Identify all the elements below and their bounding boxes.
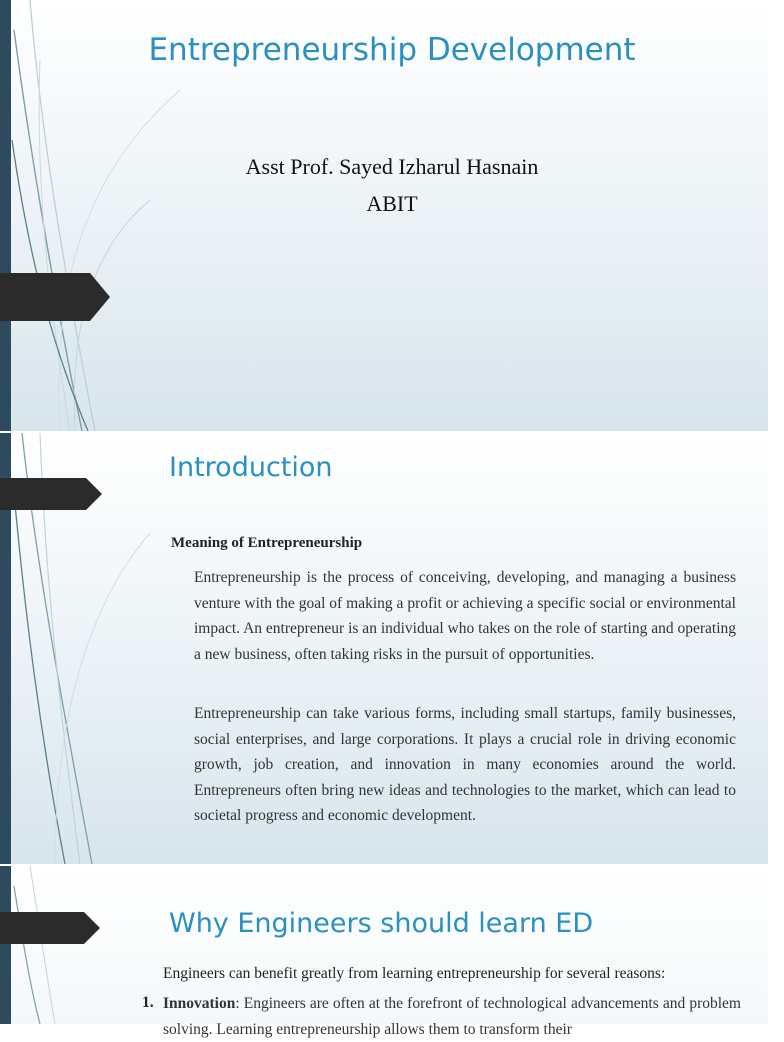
numbered-item: Innovation: Engineers are often at the forefront of technological advancements and problem solving. Learning entrepreneurship allows them to transform their (163, 995, 741, 1038)
arrow-tab-icon (0, 912, 104, 944)
title-slide (0, 0, 768, 431)
slide-title: Introduction (169, 452, 333, 483)
arrow-tab-icon (0, 273, 112, 321)
why-engineers-slide (0, 866, 768, 1038)
intro-text: Engineers can benefit greatly from learning entrepreneurship for several reasons: (163, 965, 666, 982)
slide-title: Why Engineers should learn ED (169, 908, 594, 939)
decorative-swirl (0, 866, 120, 1024)
slide-title: Entrepreneurship Development (148, 32, 636, 68)
organization-name: ABIT (366, 191, 418, 216)
list-number: 1. (142, 994, 154, 1011)
introduction-slide (0, 433, 768, 864)
author-name: Asst Prof. Sayed Izharul Hasnain (245, 154, 539, 179)
paragraph: Entrepreneurship can take various forms, including small startups, family businesses, social enterprises, and large corporations. It plays a crucial role in driving economic growth, job creation, and innovation in many economies around the world. Entrepreneurs often bring new ideas and technologies to the market, which can lead to societal progress and economic development. (194, 705, 736, 825)
paragraph: Entrepreneurship is the process of conceiving, developing, and managing a business venture with the goal of making a profit or achieving a specific social or environmental impact. An entrepreneur is an individual who takes on the role of starting and operating a new business, often taking risks in the pursuit of opportunities. (194, 569, 736, 663)
arrow-tab-icon (0, 478, 104, 510)
bullet-heading: Meaning of Entrepreneurship (171, 535, 363, 551)
